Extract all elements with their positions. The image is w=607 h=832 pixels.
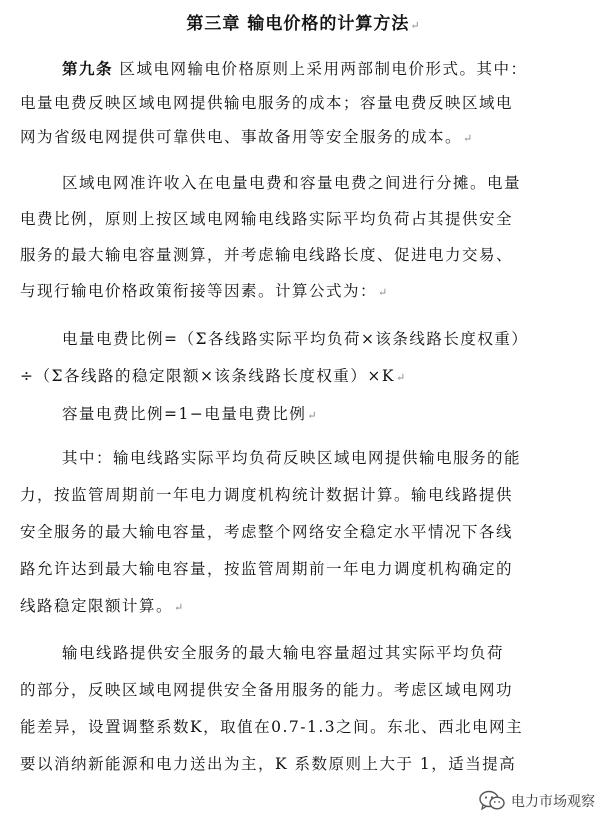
line-text: 安全服务的最大输电容量，考虑整个网络安全稳定水平情况下各线 bbox=[20, 523, 514, 541]
formula-line bbox=[62, 403, 592, 427]
chapter-title-text: 第三章 输电价格的计算方法 bbox=[186, 14, 410, 34]
watermark-text: 电力市场观察 bbox=[511, 794, 595, 810]
wechat-icon bbox=[479, 790, 505, 812]
line-text: 电费比例，原则上按区域电网输电线路实际平均负荷占其提供安全 bbox=[20, 210, 514, 228]
formula-text: 电量电费比例=（Σ各线路实际平均负荷×该条线路长度权重） bbox=[62, 330, 529, 348]
line-text: 输电线路提供安全服务的最大输电容量超过其实际平均负荷 bbox=[62, 644, 505, 662]
text-line bbox=[20, 92, 592, 114]
text-line bbox=[20, 595, 592, 619]
line-text: 的部分，反映区域电网提供安全备用服务的能力。考虑区域电网功 bbox=[20, 681, 514, 699]
formula-text: 容量电费比例=1−电量电费比例 bbox=[62, 405, 307, 423]
text-line bbox=[20, 244, 592, 266]
text-line bbox=[62, 447, 592, 469]
paragraph-mark: ↵ bbox=[396, 371, 407, 384]
line-text: 区域电网准许收入在电量电费和容量电费之间进行分摊。电量 bbox=[62, 174, 522, 192]
line-text: 要以消纳新能源和电力送出为主，K 系数原则上大于 1，适当提高 bbox=[20, 755, 517, 773]
line-text: 电量电费反映区域电网提供输电服务的成本；容量电费反映区域电 bbox=[20, 94, 514, 112]
paragraph-mark: ↵ bbox=[378, 286, 389, 299]
line-text: 区域电网输电价格原则上采用两部制电价形式。其中： bbox=[113, 60, 528, 78]
text-line bbox=[20, 280, 592, 304]
paragraph-mark: ↵ bbox=[307, 409, 319, 422]
line-text: 路允许达到最大输电容量，按监管周期前一年电力调度机构确定的 bbox=[20, 560, 514, 578]
paragraph-mark: ↵ bbox=[174, 601, 185, 614]
formula-line bbox=[20, 365, 592, 389]
line-text: 与现行输电价格政策衔接等因素。计算公式为： bbox=[20, 282, 378, 300]
paragraph-mark: ↵ bbox=[463, 132, 474, 145]
text-line bbox=[20, 208, 592, 230]
text-line bbox=[20, 126, 592, 150]
text-line bbox=[62, 642, 592, 664]
line-text: 线路稳定限额计算。 bbox=[20, 597, 174, 615]
article-number: 第九条 bbox=[62, 59, 114, 78]
formula-text: ÷（Σ各线路的稳定限额×该条线路长度权重）×K bbox=[20, 367, 396, 385]
line-text: 力，按监管周期前一年电力调度机构统计数据计算。输电线路提供 bbox=[20, 486, 514, 504]
text-line bbox=[20, 484, 592, 506]
line-text: 服务的最大输电容量测算，并考虑输电线路长度、促进电力交易、 bbox=[20, 246, 514, 264]
line-text: 网为省级电网提供可靠供电、事故备用等安全服务的成本。 bbox=[20, 128, 463, 146]
text-line bbox=[20, 558, 592, 580]
text-line bbox=[20, 753, 592, 775]
text-line bbox=[20, 521, 592, 543]
text-line bbox=[20, 716, 592, 738]
paragraph-mark: ↵ bbox=[410, 19, 421, 32]
line-text: 能差异，设置调整系数K，取值在0.7-1.3之间。东北、西北电网主 bbox=[20, 718, 524, 736]
formula-line bbox=[62, 328, 592, 350]
text-line bbox=[62, 58, 592, 80]
chapter-title bbox=[0, 12, 607, 38]
text-line bbox=[20, 679, 592, 701]
watermark bbox=[475, 788, 599, 814]
text-line bbox=[62, 172, 592, 194]
line-text: 其中：输电线路实际平均负荷反映区域电网提供输电服务的能 bbox=[62, 449, 522, 467]
